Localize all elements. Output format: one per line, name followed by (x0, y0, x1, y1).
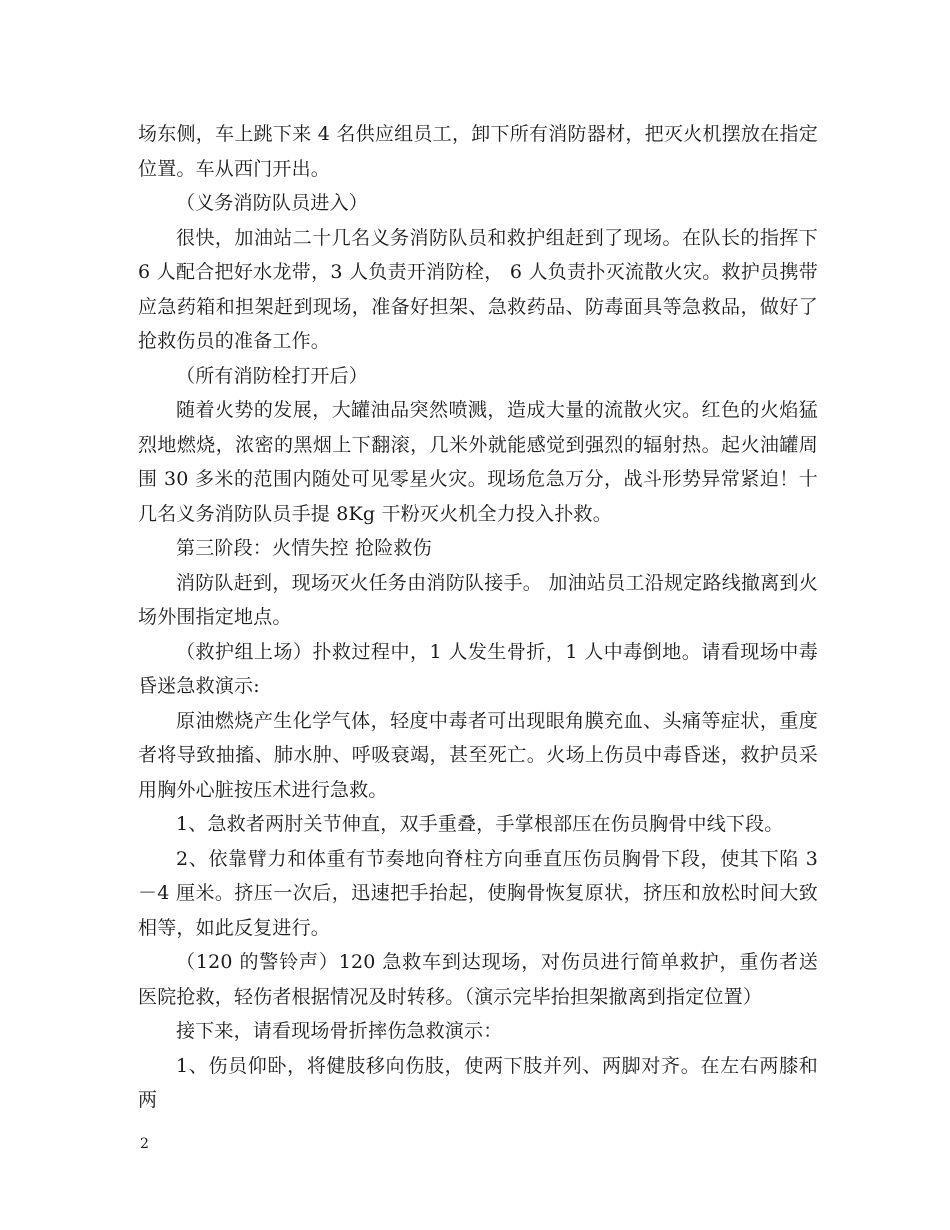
paragraph-13: 接下来，请看现场骨折摔伤急救演示： (176, 1020, 503, 1042)
paragraph-8: （救护组上场）扑救过程中，1 人发生骨折，1 人中毒倒地。请看现场中毒昏迷急救演示: (138, 640, 818, 697)
paragraph-3: 很快，加油站二十几名义务消防队员和救护组赶到了现场。在队长的指挥下 6 人配合把好水龙带，3 人负责开消防栓， 6 人负责扑灭流散火灾。救护员携带应急药箱和担架赶到现场，准备好担架、急救药品、防毒面具等急救品，做好了抢救伤员的准备工作。 (138, 226, 818, 352)
list-item-2: 2、依靠臂力和体重有节奏地向脊柱方向垂直压伤员胸骨下段，使其下陷 3－4 厘米。挤压一次后，迅速把手抬起，使胸骨恢复原状，挤压和放松时间大致相等，如此反复进行。 (138, 847, 818, 939)
paragraph-7: 消防队赶到，现场灭火任务由消防队接手。 加油站员工沿规定路线撤离到火场外围指定地点。 (138, 571, 818, 628)
list-item-3: 1、伤员仰卧，将健肢移向伤肢，使两下肢并列、两脚对齐。在左右两膝和两 (138, 1054, 818, 1111)
paragraph-9: 原油燃烧产生化学气体，轻度中毒者可出现眼角膜充血、头痛等症状，重度者将导致抽搐、肺水肿、呼吸衰竭，甚至死亡。火场上伤员中毒昏迷，救护员采用胸外心脏按压术进行急救。 (138, 709, 818, 801)
list-item-1: 1、急救者两肘关节伸直，双手重叠，手掌根部压在伤员胸骨中线下段。 (176, 813, 784, 835)
paragraph-4: （所有消防栓打开后） (176, 364, 369, 387)
paragraph-12: （120 的警铃声）120 急救车到达现场，对伤员进行简单救护，重伤者送医院抢救，轻伤者根据情况及时转移。（演示完毕抬担架撤离到指定位置） (138, 951, 818, 1008)
section-heading: 第三阶段：火情失控 抢险救伤 (176, 537, 432, 559)
paragraph-2: （义务消防队员进入） (176, 192, 369, 214)
paragraph-5: 随着火势的发展，大罐油品突然喷溅，造成大量的流散火灾。红色的火焰猛烈地燃烧，浓密的黑烟上下翻滚，几米外就能感觉到强烈的辐射热。起火油罐周围 30 多米的范围内随处可见零星火灾。现场危急万分，战斗形势异常紧迫！十几名义务消防队员手提 8Kg 干粉灭火机全力投入扑救。 (138, 399, 818, 525)
page-number: 2 (140, 1136, 149, 1152)
document-body (138, 117, 818, 1118)
paragraph-1: 场东侧，车上跳下来 4 名供应组员工，卸下所有消防器材，把灭火机摆放在指定位置。车从西门开出。 (138, 123, 818, 180)
